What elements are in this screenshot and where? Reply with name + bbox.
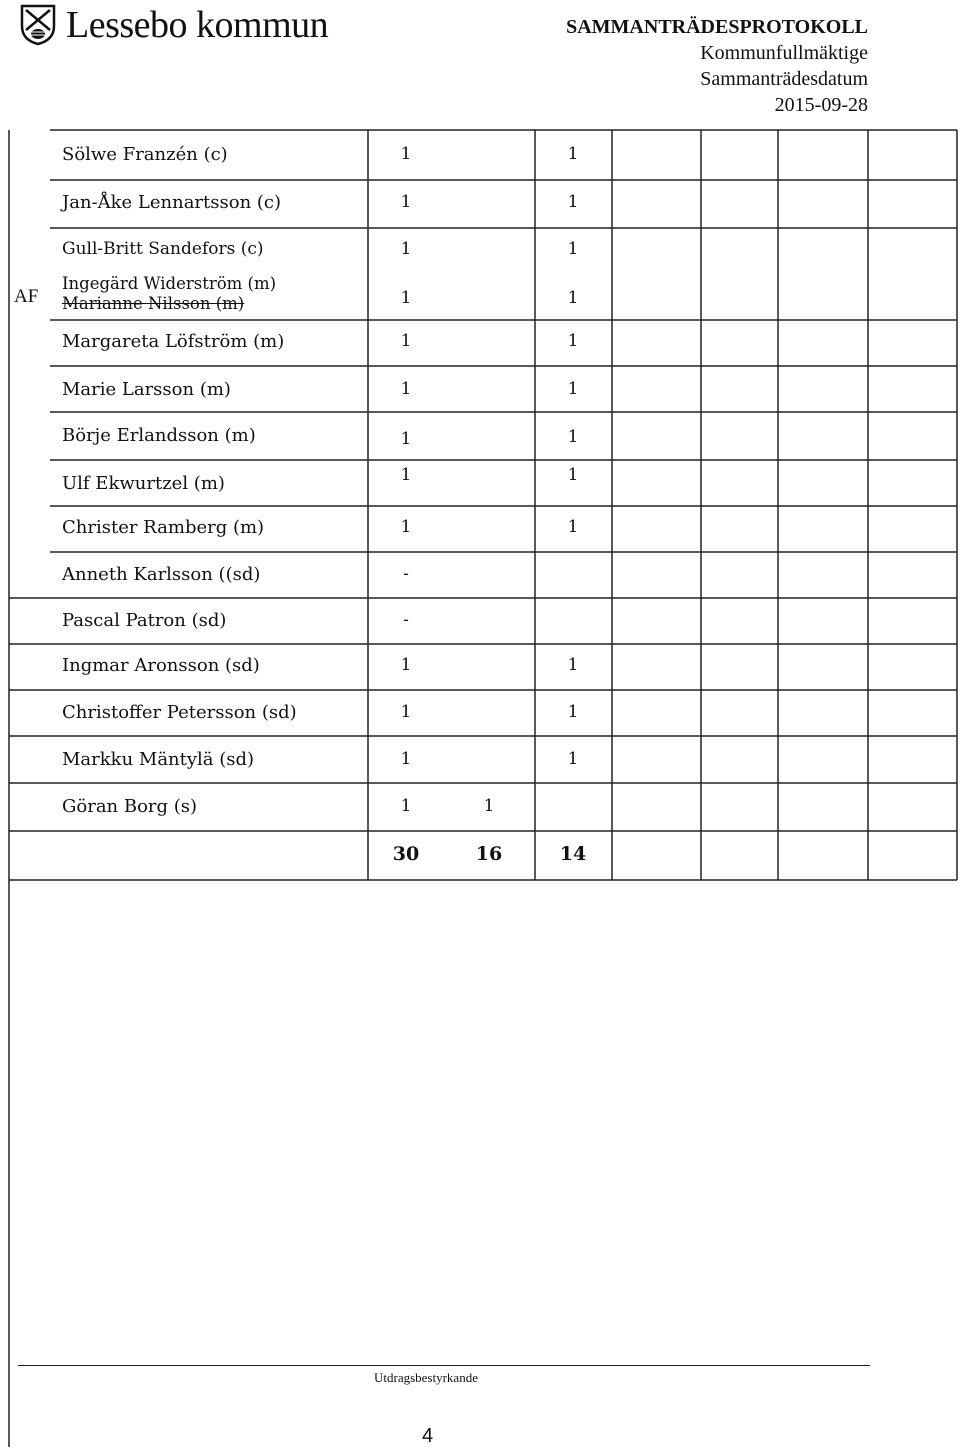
vote-col-1: 1 — [400, 465, 412, 485]
member-name: Gull-Britt Sandefors (c) — [62, 239, 264, 259]
vote-col-3: 1 — [567, 288, 579, 308]
vote-col-3: 1 — [567, 517, 579, 537]
municipality-emblem-icon — [16, 2, 60, 46]
vote-col-1: 1 — [400, 429, 412, 449]
vote-col-1: 1 — [400, 331, 412, 351]
vote-col-1: 1 — [400, 144, 412, 164]
vote-col-3: 1 — [567, 655, 579, 675]
vote-col-1: 1 — [400, 379, 412, 399]
vote-col-2: 1 — [483, 796, 495, 816]
vote-col-1: 1 — [400, 288, 412, 308]
vote-col-1: 1 — [400, 517, 412, 537]
member-name: Ingegärd Widerström (m) — [62, 274, 277, 293]
member-name: Anneth Karlsson ((sd) — [62, 564, 261, 585]
total-col-3: 14 — [559, 843, 587, 865]
member-name: Margareta Löfström (m) — [62, 331, 285, 352]
vote-col-3: 1 — [567, 749, 579, 769]
doc-type: SAMMANTRÄDESPROTOKOLL — [566, 16, 868, 38]
member-name: Christoffer Petersson (sd) — [62, 702, 297, 723]
date-label: Sammanträdesdatum — [700, 68, 868, 90]
municipality-logo — [16, 2, 346, 48]
vote-col-1: 1 — [400, 655, 412, 675]
member-name: Ulf Ekwurtzel (m) — [62, 473, 225, 494]
member-name: Pascal Patron (sd) — [62, 610, 227, 631]
member-name: Jan-Åke Lennartsson (c) — [62, 192, 282, 213]
vote-col-1: - — [403, 564, 409, 584]
document-header — [566, 14, 868, 118]
vote-col-1: 1 — [400, 192, 412, 212]
meeting-date: 2015-09-28 — [774, 94, 868, 116]
vote-col-1: 1 — [400, 749, 412, 769]
vote-col-3: 1 — [567, 427, 579, 447]
meeting-body: Kommunfullmäktige — [700, 42, 868, 64]
member-name: Göran Borg (s) — [62, 796, 198, 817]
party-group-label: AF — [14, 286, 39, 307]
vote-col-3: 1 — [567, 144, 579, 164]
vote-col-3: 1 — [567, 379, 579, 399]
vote-col-3: 1 — [567, 465, 579, 485]
vote-col-1: 1 — [400, 702, 412, 722]
member-name-struck: Marianne Nilsson (m) — [62, 294, 245, 313]
vote-col-1: 1 — [400, 239, 412, 259]
vote-col-3: 1 — [567, 331, 579, 351]
vote-col-3: 1 — [567, 192, 579, 212]
vote-col-3: 1 — [567, 702, 579, 722]
total-col-2: 16 — [475, 843, 503, 865]
org-name: Lessebo kommun — [66, 4, 329, 46]
member-name: Börje Erlandsson (m) — [62, 425, 256, 446]
certification-label: Utdragsbestyrkande — [374, 1370, 478, 1385]
member-name: Sölwe Franzén (c) — [62, 144, 228, 165]
member-name: Markku Mäntylä (sd) — [62, 749, 255, 770]
vote-col-3: 1 — [567, 239, 579, 259]
vote-col-1: - — [403, 610, 409, 630]
footer-divider — [18, 1365, 870, 1366]
total-col-1: 30 — [392, 843, 420, 865]
vote-col-1: 1 — [400, 796, 412, 816]
member-name: Christer Ramberg (m) — [62, 517, 265, 538]
page-number: 4 — [422, 1425, 434, 1447]
member-name: Marie Larsson (m) — [62, 379, 231, 400]
member-name: Ingmar Aronsson (sd) — [62, 655, 260, 676]
